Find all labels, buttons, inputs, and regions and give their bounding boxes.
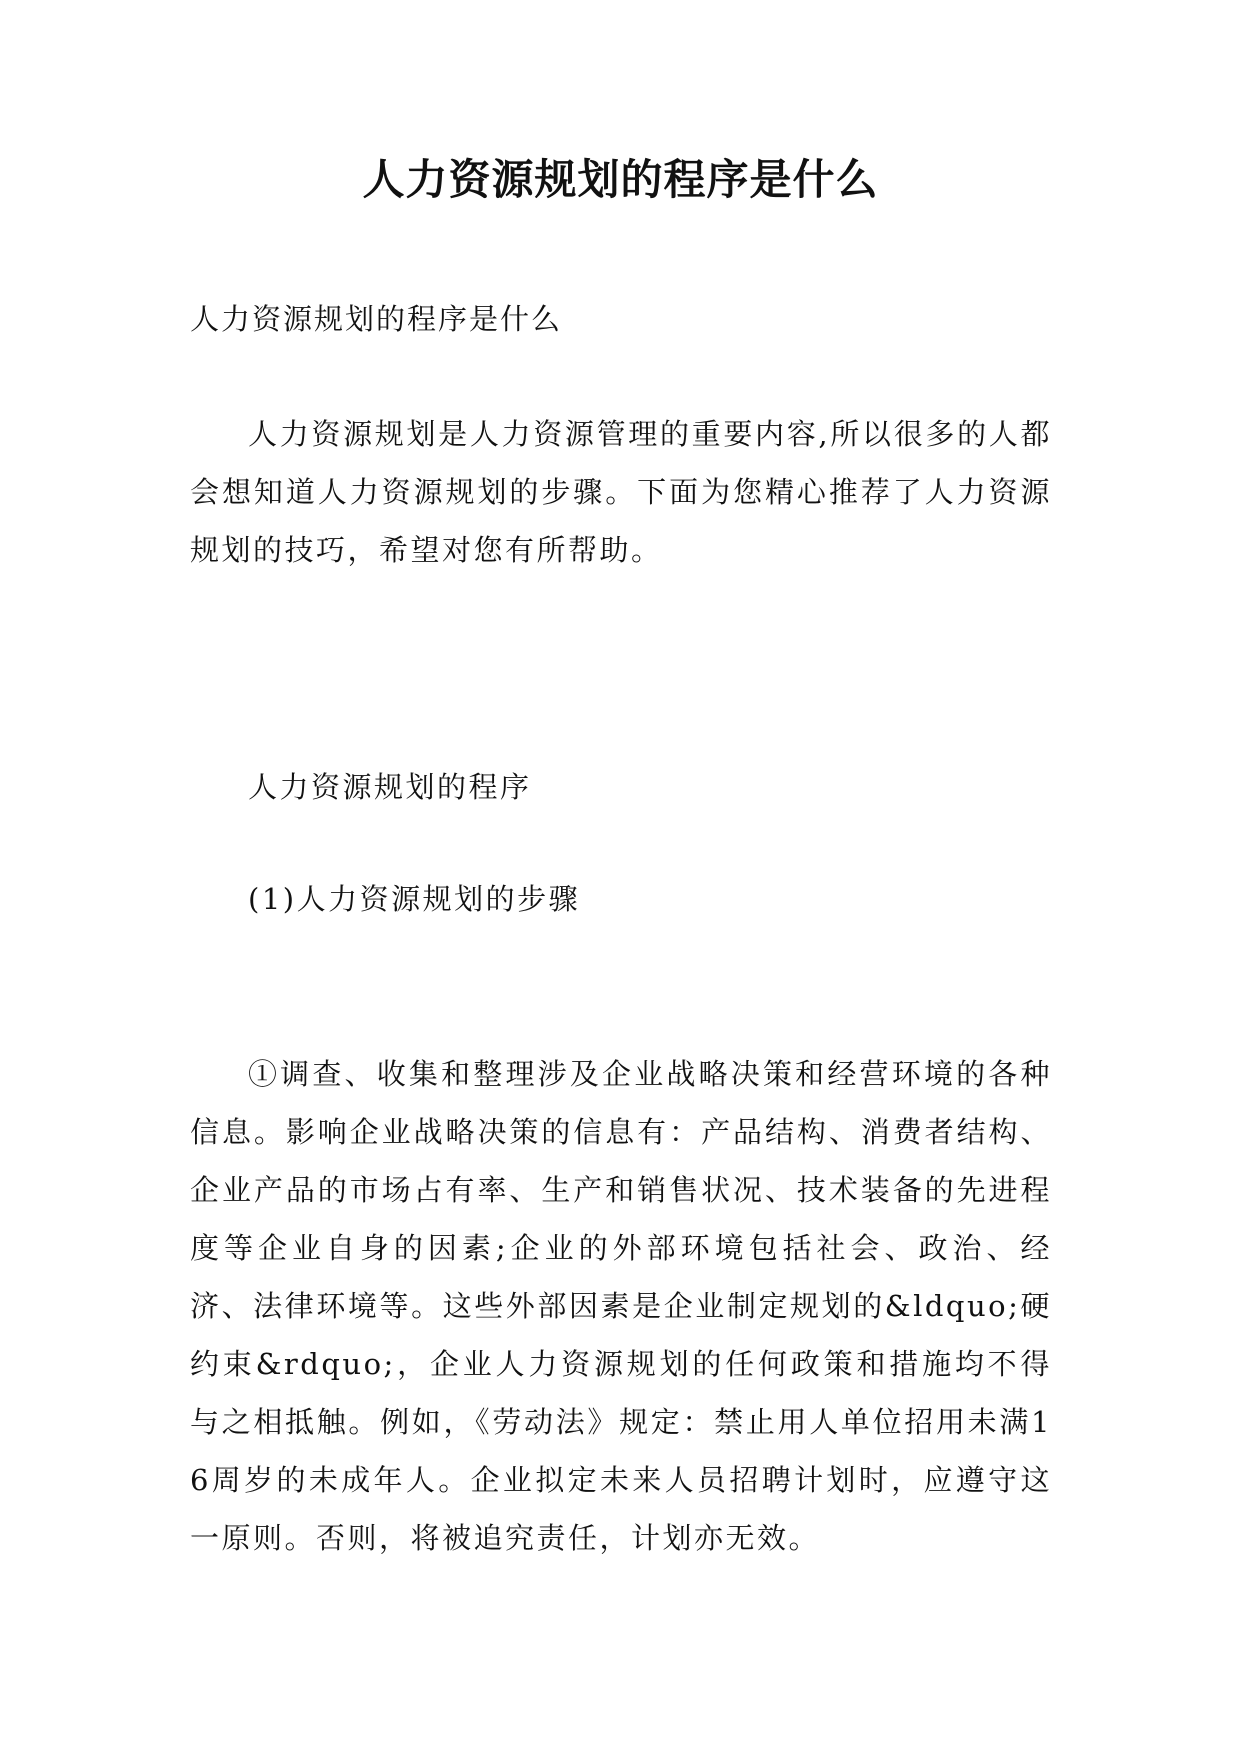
section-heading: 人力资源规划的程序 [248, 770, 532, 804]
subsection-heading: (1)人力资源规划的步骤 [248, 882, 581, 916]
intro-paragraph: 人力资源规划是人力资源管理的重要内容,所以很多的人都会想知道人力资源规划的步骤。下面为您精心推荐了人力资源规划的技巧，希望对您有所帮助。 [190, 417, 1052, 567]
document-subtitle: 人力资源规划的程序是什么 [190, 302, 563, 336]
document-title: 人力资源规划的程序是什么 [362, 155, 879, 204]
body-paragraph: ①调查、收集和整理涉及企业战略决策和经营环境的各种信息。影响企业战略决策的信息有：产品结构、消费者结构、企业产品的市场占有率、生产和销售状况、技术装备的先进程度等企业自身的因素;企业的外部环境包括社会、政治、经济、法律环境等。这些外部因素是企业制定规划的&ldquo;硬约束&rdquo;，企业人力资源规划的任何政策和措施均不得与之相抵触。例如，《劳动法》规定：禁止用人单位招用未满16周岁的未成年人。企业拟定未来人员招聘计划时，应遵守这一原则。否则，将被追究责任，计划亦无效。 [190, 1057, 1052, 1555]
